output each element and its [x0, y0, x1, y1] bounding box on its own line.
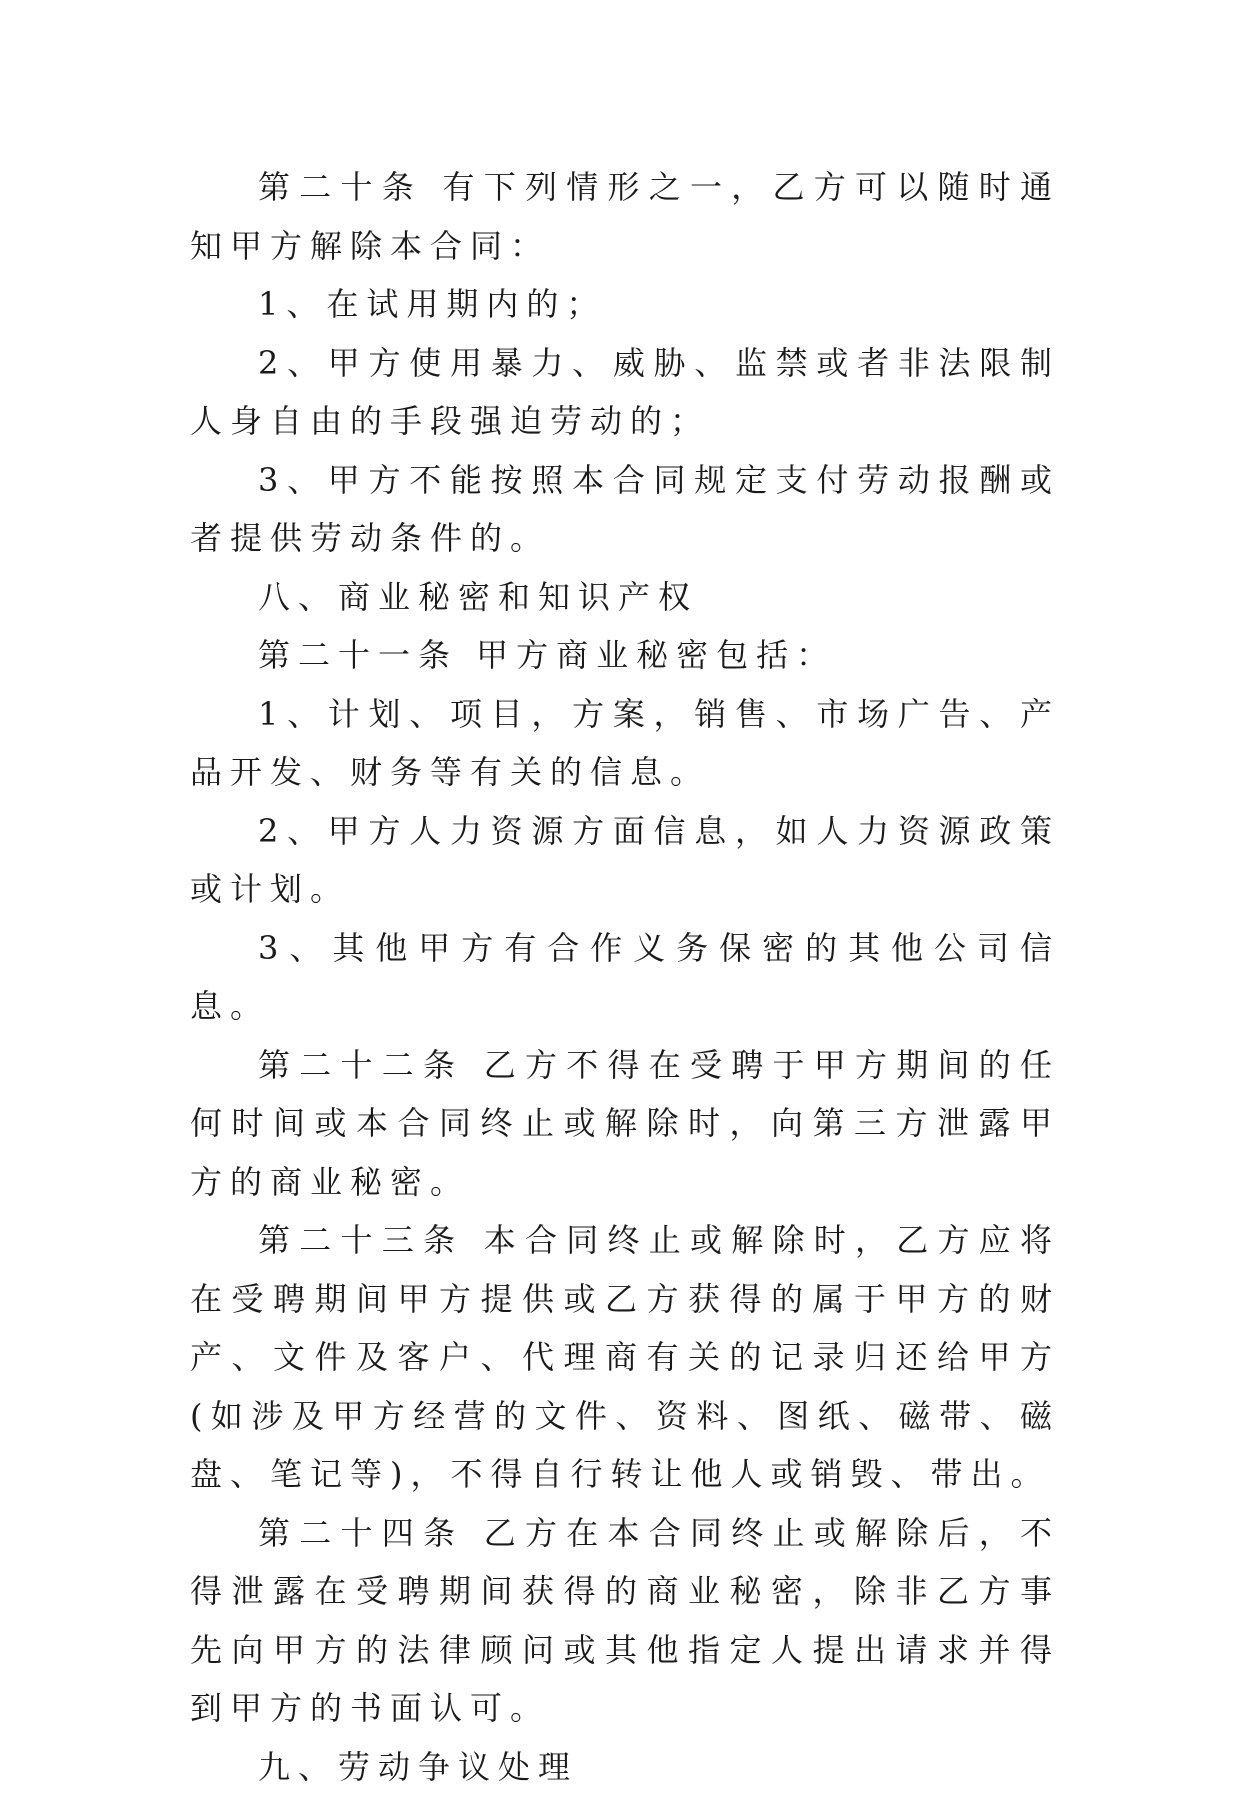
article-20-item-1: 1、在试用期内的； [190, 275, 1060, 334]
article-21-item-1: 1、计划、项目，方案，销售、市场广告、产品开发、财务等有关的信息。 [190, 685, 1060, 802]
article-24-paragraph: 第二十四条 乙方在本合同终止或解除后，不得泄露在受聘期间获得的商业秘密，除非乙方事先向甲方的法律顾问或其他指定人提出请求并得到甲方的书面认可。 [190, 1504, 1060, 1738]
document-body [190, 158, 1060, 1796]
article-20-item-2: 2、甲方使用暴力、威胁、监禁或者非法限制人身自由的手段强迫劳动的； [190, 334, 1060, 451]
article-20-paragraph: 第二十条 有下列情形之一，乙方可以随时通知甲方解除本合同： [190, 158, 1060, 275]
article-21-paragraph: 第二十一条 甲方商业秘密包括： [190, 626, 1060, 685]
section-8-heading: 八、商业秘密和知识产权 [190, 568, 1060, 627]
article-22-paragraph: 第二十二条 乙方不得在受聘于甲方期间的任何时间或本合同终止或解除时，向第三方泄露甲方的商业秘密。 [190, 1036, 1060, 1212]
article-20-item-3: 3、甲方不能按照本合同规定支付劳动报酬或者提供劳动条件的。 [190, 451, 1060, 568]
article-21-item-2: 2、甲方人力资源方面信息，如人力资源政策或计划。 [190, 802, 1060, 919]
article-23-paragraph: 第二十三条 本合同终止或解除时，乙方应将在受聘期间甲方提供或乙方获得的属于甲方的财产、文件及客户、代理商有关的记录归还给甲方(如涉及甲方经营的文件、资料、图纸、磁带、磁盘、笔记等)，不得自行转让他人或销毁、带出。 [190, 1211, 1060, 1504]
article-21-item-3: 3、其他甲方有合作义务保密的其他公司信息。 [190, 919, 1060, 1036]
section-9-heading: 九、劳动争议处理 [190, 1738, 1060, 1796]
